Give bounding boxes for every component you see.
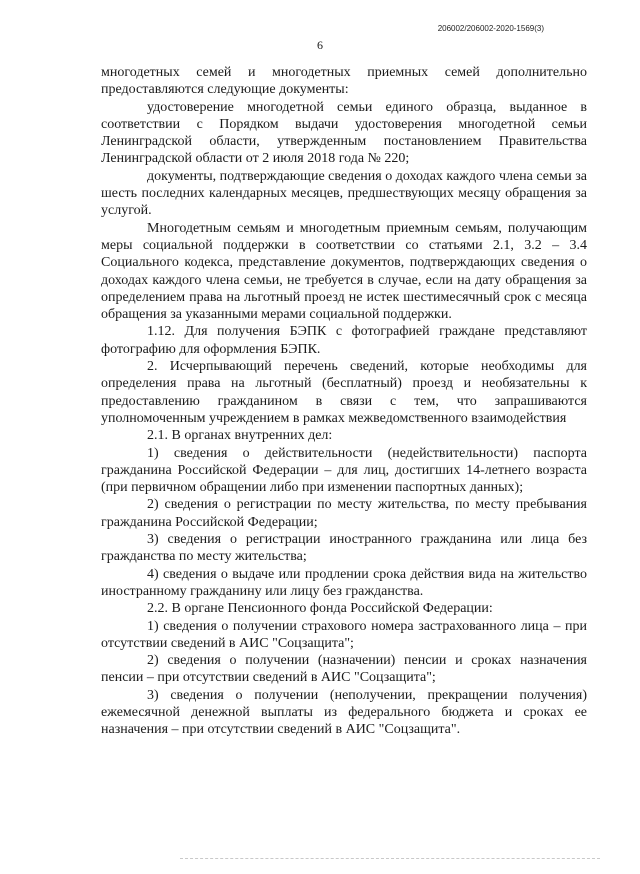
paragraph-social-support-exemption: Многодетным семьям и многодетным приемным семьям, получающим меры социальной поддержки в соответствии со статьями 2.1, 3.2 – 3.4 Социального кодекса, представление документов, подтверждающих сведения о доходах каждого члена семьи, не требуется в случае, если на дату обращения за определением права на льготный проезд не истек шестимесячный срок с месяца обращения за указанными мерами социальной поддержки. <box>101 220 587 323</box>
paragraph-1-12-photo: 1.12. Для получения БЭПК с фотографией граждане представляют фотографию для оформления БЭПК. <box>101 324 587 357</box>
list-item-residence-registration: 2) сведения о регистрации по месту жительства, по месту пребывания гражданина Российской Федерации; <box>101 497 587 530</box>
document-registration-number: 206002/206002-2020-1569(3) <box>437 24 544 33</box>
list-item-foreigner-registration: 3) сведения о регистрации иностранного гражданина или лица без гражданства по месту жительства; <box>101 532 587 565</box>
list-item-insurance-number: 1) сведения о получении страхового номера застрахованного лица – при отсутствии сведений в АИС "Соцзащита"; <box>101 618 587 651</box>
list-item-pension-assignment: 2) сведения о получении (назначении) пенсии и сроках назначения пенсии – при отсутствии сведений в АИС "Соцзащита"; <box>101 653 587 686</box>
paragraph-income-documents: документы, подтверждающие сведения о доходах каждого члена семьи за шесть последних календарных месяцев, предшествующих месяцу обращения за услугой. <box>101 168 587 219</box>
list-item-passport-validity: 1) сведения о действительности (недействительности) паспорта гражданина Российской Федерации – для лиц, достигших 14-летнего возраста (при первичном обращении либо при изменении паспортных данных); <box>101 445 587 496</box>
paragraph-2-interagency-list: 2. Исчерпывающий перечень сведений, которые необходимы для определения права на льготный (бесплатный) проезд и необязательны к предоставлению гражданином в связи с тем, что запрашиваются уполномоченным учреждением в рамках межведомственного взаимодействия <box>101 359 587 426</box>
list-item-monthly-payment: 3) сведения о получении (неполучении, прекращении получения) ежемесячной денежной выплаты из федерального бюджета и сроках ее назначения – при отсутствии сведений в АИС "Соцзащита". <box>101 687 587 738</box>
scan-artifact-line <box>180 858 600 859</box>
document-body <box>101 64 587 739</box>
paragraph-2-2-pension-fund: 2.2. В органе Пенсионного фонда Российской Федерации: <box>147 601 493 617</box>
paragraph-continuation: многодетных семей и многодетных приемных семей дополнительно предоставляются следующие документы: <box>101 65 587 98</box>
list-item-residence-permit: 4) сведения о выдаче или продлении срока действия вида на жительство иностранному гражданину или лицу без гражданства. <box>101 566 587 599</box>
page-number: 6 <box>317 38 323 52</box>
paragraph-large-family-certificate: удостоверение многодетной семьи единого образца, выданное в соответствии с Порядком выдачи удостоверения многодетной семьи Ленинградской области, утвержденным постановлением Правительства Ленинградской области от 2 июля 2018 года № 220; <box>101 99 587 167</box>
paragraph-2-1-internal-affairs: 2.1. В органах внутренних дел: <box>147 428 333 444</box>
